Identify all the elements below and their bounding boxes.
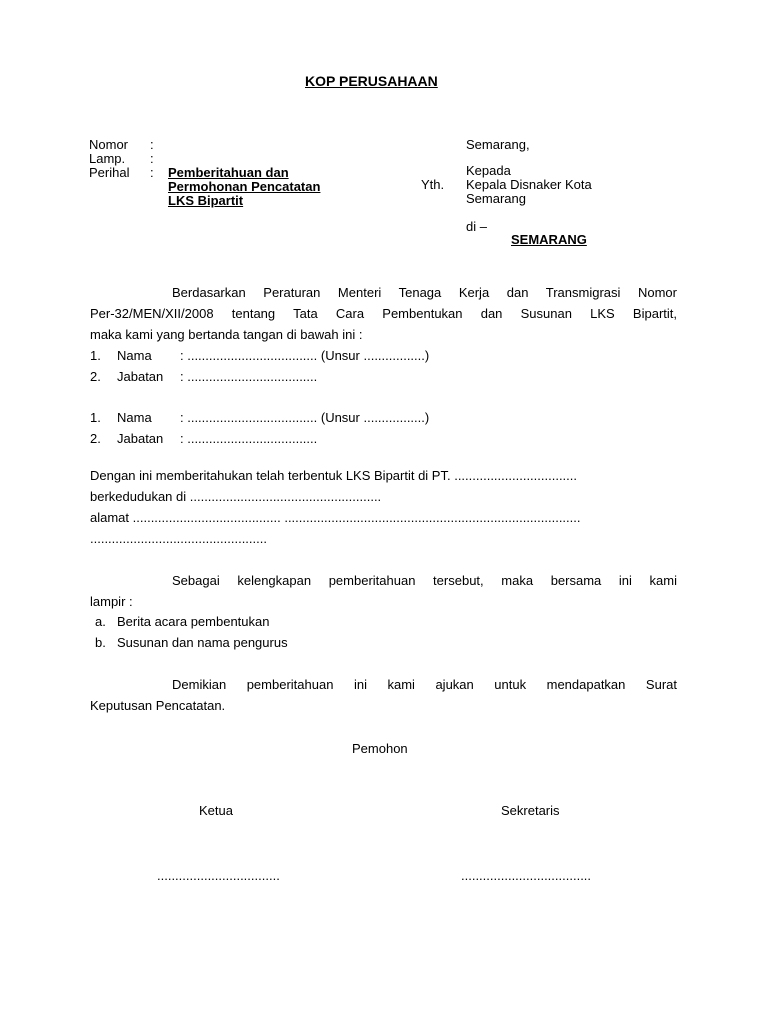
closing-line-2: Keputusan Pencatatan.	[90, 698, 226, 713]
attachment-a-text: Berita acara pembentukan	[117, 614, 270, 629]
kepada-label: Kepada	[466, 163, 511, 178]
intro-line-3: maka kami yang bertanda tangan di bawah ini :	[90, 327, 363, 342]
right-signer-role: Sekretaris	[501, 803, 560, 818]
place-date: Semarang,	[466, 137, 530, 152]
notice-line-1: Dengan ini memberitahukan telah terbentuk LKS Bipartit di PT. ..................................	[90, 468, 578, 483]
letterhead-title: KOP PERUSAHAAN	[305, 73, 438, 89]
attachment-b-letter: b.	[95, 635, 106, 650]
nomor-label: Nomor	[89, 137, 129, 152]
signer-a2-label: Jabatan	[117, 369, 164, 384]
notice-line-4: .................................................	[90, 531, 267, 546]
right-signature-line: ....................................	[461, 868, 592, 883]
recipient-line-2: Semarang	[466, 191, 526, 206]
signer-a1-label: Nama	[117, 348, 152, 363]
perihal-colon: :	[150, 165, 154, 180]
perihal-line-2: Permohonan Pencatatan	[168, 179, 321, 194]
signer-a2-value: : ....................................	[180, 369, 318, 384]
recipient-line-1: Kepala Disnaker Kota	[466, 177, 592, 192]
signer-a1-num: 1.	[90, 348, 101, 363]
di-label: di –	[466, 219, 487, 234]
attachment-b-text: Susunan dan nama pengurus	[117, 635, 288, 650]
intro-line-2: Per-32/MEN/XII/2008 tentang Tata Cara Pembentukan dan Susunan LKS Bipartit,	[90, 306, 677, 321]
signer-b2-num: 2.	[90, 431, 101, 446]
left-signer-role: Ketua	[199, 803, 233, 818]
signer-b1-value: : .................................... (Unsur .................)	[180, 410, 430, 425]
signer-a1-value: : .................................... (Unsur .................)	[180, 348, 430, 363]
left-signature-line: ..................................	[157, 868, 280, 883]
nomor-colon: :	[150, 137, 154, 152]
lamp-label: Lamp.	[89, 151, 126, 166]
attach-line-2: lampir :	[90, 594, 133, 609]
signer-b1-label: Nama	[117, 410, 152, 425]
recipient-city: SEMARANG	[511, 232, 587, 247]
signer-b1-num: 1.	[90, 410, 101, 425]
intro-line-1: Berdasarkan Peraturan Menteri Tenaga Kerja dan Transmigrasi Nomor	[172, 285, 677, 300]
signer-b2-value: : ....................................	[180, 431, 318, 446]
attachment-a-letter: a.	[95, 614, 106, 629]
signer-a2-num: 2.	[90, 369, 101, 384]
applicant-label: Pemohon	[352, 741, 408, 756]
perihal-line-1: Pemberitahuan dan	[168, 165, 289, 180]
perihal-line-3: LKS Bipartit	[168, 193, 244, 208]
closing-line-1: Demikian pemberitahuan ini kami ajukan untuk mendapatkan Surat	[172, 677, 677, 692]
attach-line-1: Sebagai kelengkapan pemberitahuan tersebut, maka bersama ini kami	[172, 573, 677, 588]
signer-b2-label: Jabatan	[117, 431, 164, 446]
notice-line-3: alamat ......................................... ..................................................................................	[90, 510, 581, 525]
lamp-colon: :	[150, 151, 154, 166]
notice-line-2: berkedudukan di .....................................................	[90, 489, 382, 504]
yth-label: Yth.	[421, 177, 445, 192]
perihal-label: Perihal	[89, 165, 130, 180]
